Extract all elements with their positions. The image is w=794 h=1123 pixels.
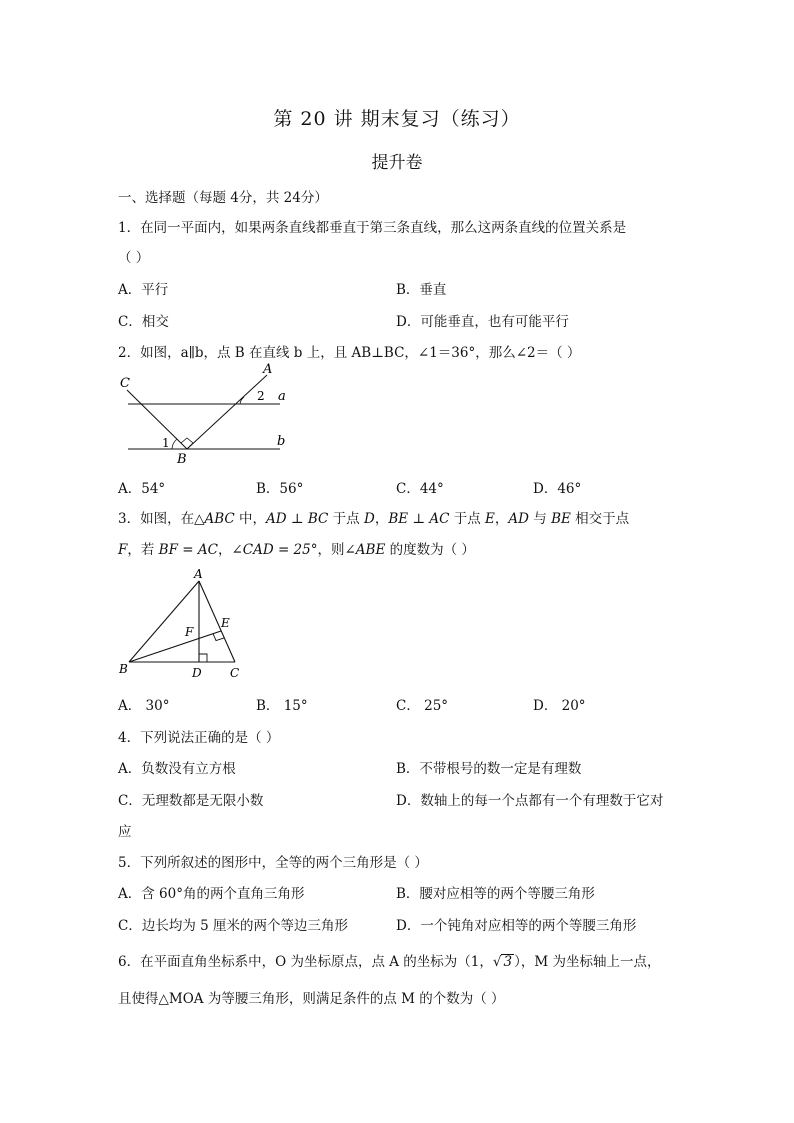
q4-stem: 4．下列说法正确的是（ ） — [118, 730, 280, 746]
sqrt-radicand: 3 — [503, 954, 513, 970]
q3-option-d: D． 20° — [533, 698, 586, 714]
q1-bracket: （ ） — [118, 250, 150, 266]
q3-label-a: A — [194, 567, 203, 581]
q1-option-c: C．相交 — [118, 314, 169, 330]
q3-label-f: F — [185, 625, 194, 639]
page-title: 第 20 讲 期末复习（练习） — [273, 108, 521, 130]
q1-option-a: A．平行 — [118, 282, 169, 298]
q5-option-c: C．边长均为 5 厘米的两个等边三角形 — [118, 918, 349, 934]
q2-label-line-a: a — [278, 389, 286, 404]
q2-angle-2: 2 — [257, 389, 265, 403]
q2-option-c: C．44° — [396, 481, 444, 497]
q3-option-a: A． 30° — [118, 698, 170, 714]
q6-stem-line1: 6．在平面直角坐标系中，O 为坐标原点，点 A 的坐标为（1，√ 3 ），M 为坐标轴上一点， — [118, 954, 661, 970]
q3-label-e: E — [221, 616, 230, 630]
q2-option-d: D．46° — [533, 481, 582, 497]
q3-label-d: D — [192, 666, 202, 680]
q4-option-c: C．无理数都是无限小数 — [118, 793, 264, 809]
q3-option-c: C． 25° — [396, 698, 449, 714]
page-subtitle: 提升卷 — [371, 153, 423, 173]
q3-label-b: B — [119, 662, 128, 676]
q5-option-b: B．腰对应相等的两个等腰三角形 — [396, 886, 595, 902]
q2-label-c: C — [120, 376, 130, 391]
q1-stem: 1．在同一平面内，如果两条直线都垂直于第三条直线，那么这两条直线的位置关系是 — [118, 220, 627, 236]
q2-angle-1: 1 — [162, 436, 170, 450]
q4-option-a: A．负数没有立方根 — [118, 761, 236, 777]
sqrt-symbol: √ — [492, 954, 502, 970]
q6-stem-line2: 且使得△MOA 为等腰三角形，则满足条件的点 M 的个数为（ ） — [118, 991, 505, 1007]
q1-option-b: B．垂直 — [396, 282, 447, 298]
q3-option-b: B． 15° — [256, 698, 308, 714]
q3-label-c: C — [230, 666, 240, 680]
q2-stem: 2．如图，a∥b，点 B 在直线 b 上，且 AB⊥BC，∠1＝36°，那么∠2＝（ ） — [118, 345, 581, 361]
q2-label-b-point: B — [177, 452, 187, 467]
q5-option-d: D．一个钝角对应相等的两个等腰三角形 — [396, 918, 637, 934]
q4-option-b: B．不带根号的数一定是有理数 — [396, 761, 582, 777]
q2-option-a: A．54° — [118, 481, 166, 497]
q1-option-d: D．可能垂直，也有可能平行 — [396, 314, 569, 330]
q4-option-d-continued: 应 — [118, 824, 132, 840]
q3-stem-line1: 3．如图，在△ABC 中，AD ⊥ BC 于点 D，BE ⊥ AC 于点 E，AD 与 BE 相交于点 — [118, 511, 630, 527]
q2-label-a-point: A — [263, 362, 273, 377]
q5-option-a: A．含 60°角的两个直角三角形 — [118, 886, 305, 902]
q3-stem-line2: F，若 BF = AC，∠CAD = 25°，则∠ABE 的度数为（ ） — [118, 542, 475, 558]
q2-option-b: B．56° — [256, 481, 304, 497]
q5-stem: 5．下列所叙述的图形中，全等的两个三角形是（ ） — [118, 855, 428, 871]
q2-figure — [115, 360, 305, 470]
section-heading: 一、选择题（每题 4分，共 24分） — [118, 190, 328, 206]
q3-figure — [115, 565, 250, 683]
q2-label-line-b: b — [277, 434, 286, 449]
q4-option-d: D．数轴上的每一个点都有一个有理数于它对 — [396, 793, 664, 809]
